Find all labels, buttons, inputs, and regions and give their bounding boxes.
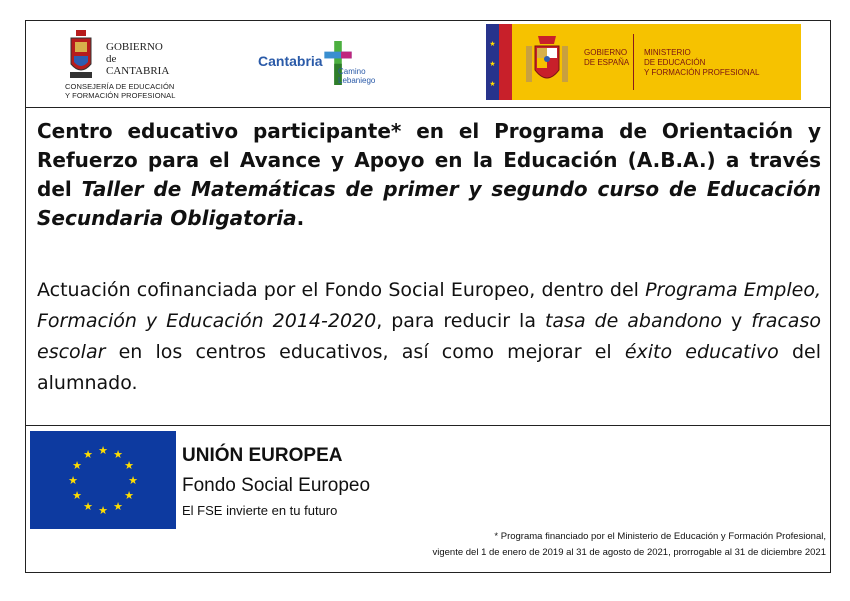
- eu-star-icon: ★: [72, 489, 82, 502]
- eu-flag-stars-icon: [30, 431, 176, 529]
- svg-text:★: ★: [489, 80, 496, 88]
- eu-star-icon: ★: [113, 448, 123, 461]
- cofin-text-i: del alumnado.: [37, 341, 822, 394]
- camino-lebaniego-label: [338, 67, 375, 85]
- cofin-text-g: en los centros educativos, así como mejorar el: [105, 341, 625, 363]
- gob-espana-line1: GOBIERNO: [584, 48, 628, 57]
- fracaso-escolar: fracaso escolar: [37, 310, 821, 363]
- gobierno-cantabria-title: [106, 41, 169, 77]
- eu-star-icon: ★: [83, 500, 93, 513]
- camino-line1: Camino: [338, 67, 366, 76]
- funding-note-line1: * Programa financiado por el Ministerio de Educación y Formación Profesional,: [494, 531, 826, 542]
- spain-coat-of-arms-icon: [524, 32, 570, 92]
- tasa-abandono: tasa de abandono: [544, 310, 723, 332]
- eu-star-icon: ★: [98, 504, 108, 517]
- eu-star-icon: ★: [124, 459, 134, 472]
- programa-name: Programa Empleo, Formación y Educación 2014-2020: [37, 279, 822, 332]
- eu-star-icon: ★: [68, 474, 78, 487]
- consejeria-label: [65, 82, 176, 100]
- gobierno-cantabria-logo: [62, 27, 222, 103]
- eu-star-icon: ★: [128, 474, 138, 487]
- svg-text:★: ★: [489, 60, 496, 68]
- statement-text: Centro educativo participante* en el Programa de Orientación y Refuerzo para el Avance y Apoyo en la Educación (A.B.A.) a través del: [37, 119, 821, 201]
- gob-line2: de: [106, 53, 117, 65]
- eu-flag: [30, 431, 176, 529]
- eu-star-icon: ★: [113, 500, 123, 513]
- gob-line3: CANTABRIA: [106, 65, 170, 77]
- gob-line1: GOBIERNO: [106, 41, 163, 53]
- exito-educativo: éxito educativo: [624, 341, 779, 363]
- consejeria-line2: Y FORMACIÓN PROFESIONAL: [65, 91, 176, 100]
- eu-star-icon: ★: [124, 489, 134, 502]
- ministerio-line3: Y FORMACIÓN PROFESIONAL: [644, 68, 760, 77]
- eu-motto: El FSE invierte en tu futuro: [182, 503, 338, 518]
- svg-text:★: ★: [489, 40, 496, 48]
- footer-divider: [26, 425, 830, 426]
- ministerio-line2: DE EDUCACIÓN: [644, 58, 706, 67]
- logo-header: [26, 21, 830, 107]
- eu-strip-stars-icon: [486, 24, 499, 100]
- spain-flag-red-band: [499, 24, 512, 100]
- ministerio-label: [644, 48, 759, 78]
- eu-star-icon: ★: [72, 459, 82, 472]
- gob-espana-line2: DE ESPAÑA: [584, 58, 630, 67]
- eu-title: UNIÓN EUROPEA: [182, 445, 343, 466]
- cofin-text-a: Actuación cofinanciada por el Fondo Social Europeo, dentro del: [37, 279, 646, 301]
- consejeria-line1: CONSEJERÍA DE EDUCACIÓN: [65, 82, 175, 91]
- taller-name: Taller de Matemáticas de primer y segundo curso de Educación Secundaria Obligatoria: [37, 177, 821, 230]
- statement-end: .: [296, 206, 305, 230]
- cantabria-brand: Cantabria: [258, 53, 323, 69]
- poster-frame: [25, 20, 831, 573]
- gobierno-espana-ministerio-logo: [486, 24, 801, 100]
- cofin-text-c: , para reducir la: [376, 310, 545, 332]
- gobierno-cantabria-shield-icon: [67, 30, 95, 80]
- logo-divider: [633, 34, 634, 90]
- funding-note-line2: vigente del 1 de enero de 2019 al 31 de agosto de 2021, prorrogable al 31 de diciembre 2021: [432, 547, 826, 558]
- funding-note: [433, 529, 827, 561]
- participation-statement: [37, 117, 821, 233]
- cantabria-camino-lebaniego-logo: [258, 39, 388, 99]
- eu-fund-name: Fondo Social Europeo: [182, 475, 371, 496]
- eu-star-icon: ★: [98, 444, 108, 457]
- ministerio-line1: MINISTERIO: [644, 48, 691, 57]
- camino-line2: Lebaniego: [338, 76, 376, 85]
- gobierno-espana-label: [584, 48, 629, 68]
- eu-star-icon: ★: [83, 448, 93, 461]
- cofin-text-e: y: [722, 310, 752, 332]
- header-divider: [26, 107, 830, 108]
- cofinancing-statement: [37, 275, 821, 399]
